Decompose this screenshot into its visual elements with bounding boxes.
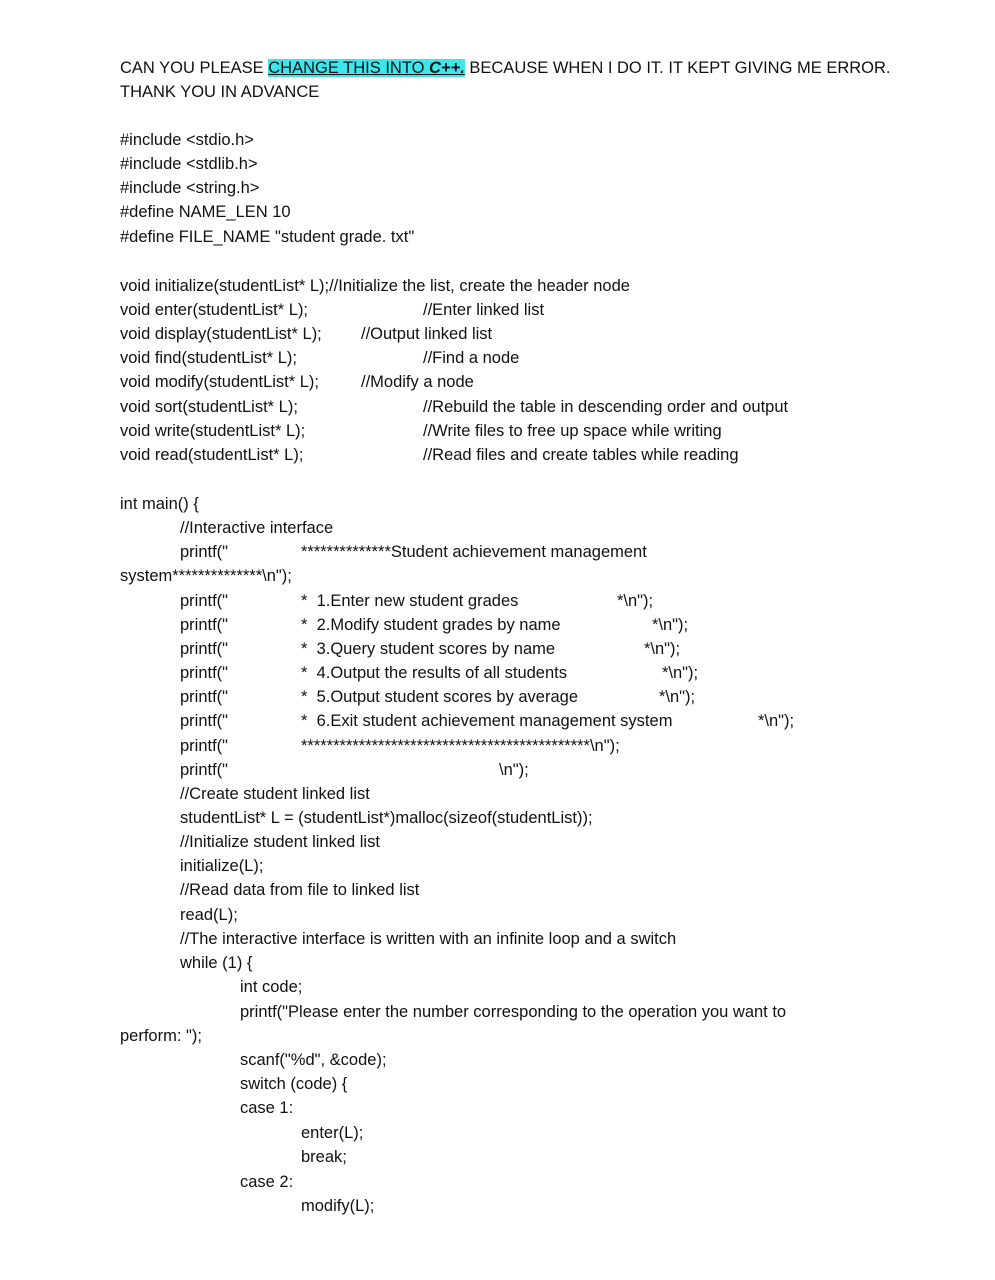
highlighted-text: CHANGE THIS INTO C++. bbox=[268, 59, 465, 77]
declaration-modify: void modify(studentList* L); bbox=[120, 373, 320, 391]
case-label: case 2: bbox=[240, 1173, 294, 1191]
declaration-read: void read(studentList* L); bbox=[120, 446, 304, 464]
declaration-enter: void enter(studentList* L); bbox=[120, 301, 309, 319]
code-line: while (1) { bbox=[180, 954, 253, 972]
code-line-wrap: perform: "); bbox=[120, 1027, 202, 1045]
printf-call: printf(" bbox=[180, 688, 229, 706]
request-text-pre: CAN YOU PLEASE bbox=[120, 59, 269, 77]
printf-call: printf(" bbox=[180, 712, 229, 730]
declaration-comment: //Read files and create tables while reading bbox=[423, 446, 739, 464]
menu-item: * 5.Output student scores by average bbox=[301, 688, 578, 706]
menu-item-end: *\n"); bbox=[758, 712, 795, 730]
declaration-comment: //Modify a node bbox=[361, 373, 474, 391]
printf-call: printf(" bbox=[180, 640, 229, 658]
menu-title-wrap: system**************\n"); bbox=[120, 567, 292, 585]
case-label: case 1: bbox=[240, 1099, 294, 1117]
printf-call: printf(" bbox=[180, 664, 229, 682]
declaration-comment: //Output linked list bbox=[361, 325, 493, 343]
code-line: break; bbox=[301, 1148, 347, 1166]
printf-call: printf(" bbox=[180, 761, 229, 779]
declaration-comment: //Enter linked list bbox=[423, 301, 545, 319]
menu-item-end: *\n"); bbox=[659, 688, 696, 706]
code-line: printf("Please enter the number corresponding to the operation you want to bbox=[240, 1003, 787, 1021]
newline-end: \n"); bbox=[499, 761, 529, 779]
menu-item: * 4.Output the results of all students bbox=[301, 664, 567, 682]
highlighted-cpp: C++. bbox=[429, 59, 465, 77]
menu-item-end: *\n"); bbox=[662, 664, 699, 682]
request-line-1 bbox=[120, 58, 891, 78]
declaration-comment: //Rebuild the table in descending order and output bbox=[423, 398, 789, 416]
menu-item: * 3.Query student scores by name bbox=[301, 640, 556, 658]
menu-item-end: *\n"); bbox=[644, 640, 681, 658]
include-line: #include <string.h> bbox=[120, 179, 260, 197]
main-signature: int main() { bbox=[120, 495, 199, 513]
code-comment: //Initialize student linked list bbox=[180, 833, 380, 851]
declaration-display: void display(studentList* L); bbox=[120, 325, 322, 343]
request-text-post: BECAUSE WHEN I DO IT. IT KEPT GIVING ME ERROR. bbox=[464, 59, 891, 77]
printf-call: printf(" bbox=[180, 592, 229, 610]
define-line: #define FILE_NAME "student grade. txt" bbox=[120, 228, 415, 246]
code-line: scanf("%d", &code); bbox=[240, 1051, 387, 1069]
code-line: int code; bbox=[240, 978, 303, 996]
printf-call: printf(" bbox=[180, 616, 229, 634]
request-line-2: THANK YOU IN ADVANCE bbox=[120, 83, 320, 101]
menu-item: * 2.Modify student grades by name bbox=[301, 616, 561, 634]
declaration-sort: void sort(studentList* L); bbox=[120, 398, 298, 416]
declaration-comment: //Find a node bbox=[423, 349, 520, 367]
declaration-initialize: void initialize(studentList* L);//Initialize the list, create the header node bbox=[120, 277, 630, 295]
menu-item: * 1.Enter new student grades bbox=[301, 592, 519, 610]
define-line: #define NAME_LEN 10 bbox=[120, 203, 291, 221]
declaration-write: void write(studentList* L); bbox=[120, 422, 306, 440]
code-comment: //Create student linked list bbox=[180, 785, 370, 803]
code-comment: //Read data from file to linked list bbox=[180, 881, 420, 899]
include-line: #include <stdlib.h> bbox=[120, 155, 258, 173]
printf-call: printf(" bbox=[180, 737, 229, 755]
code-line: switch (code) { bbox=[240, 1075, 348, 1093]
menu-item-end: *\n"); bbox=[617, 592, 654, 610]
printf-call: printf(" bbox=[180, 543, 229, 561]
code-line: initialize(L); bbox=[180, 857, 264, 875]
stars-line: *********************************************\n"); bbox=[301, 737, 620, 755]
code-line: read(L); bbox=[180, 906, 238, 924]
menu-title: **************Student achievement management bbox=[301, 543, 647, 561]
include-line: #include <stdio.h> bbox=[120, 131, 254, 149]
code-comment: //Interactive interface bbox=[180, 519, 334, 537]
code-line: enter(L); bbox=[301, 1124, 364, 1142]
menu-item-end: *\n"); bbox=[652, 616, 689, 634]
code-comment: //The interactive interface is written with an infinite loop and a switch bbox=[180, 930, 677, 948]
code-line: studentList* L = (studentList*)malloc(sizeof(studentList)); bbox=[180, 809, 593, 827]
declaration-comment: //Write files to free up space while writing bbox=[423, 422, 722, 440]
code-line: modify(L); bbox=[301, 1197, 375, 1215]
declaration-find: void find(studentList* L); bbox=[120, 349, 298, 367]
menu-item: * 6.Exit student achievement management system bbox=[301, 712, 673, 730]
